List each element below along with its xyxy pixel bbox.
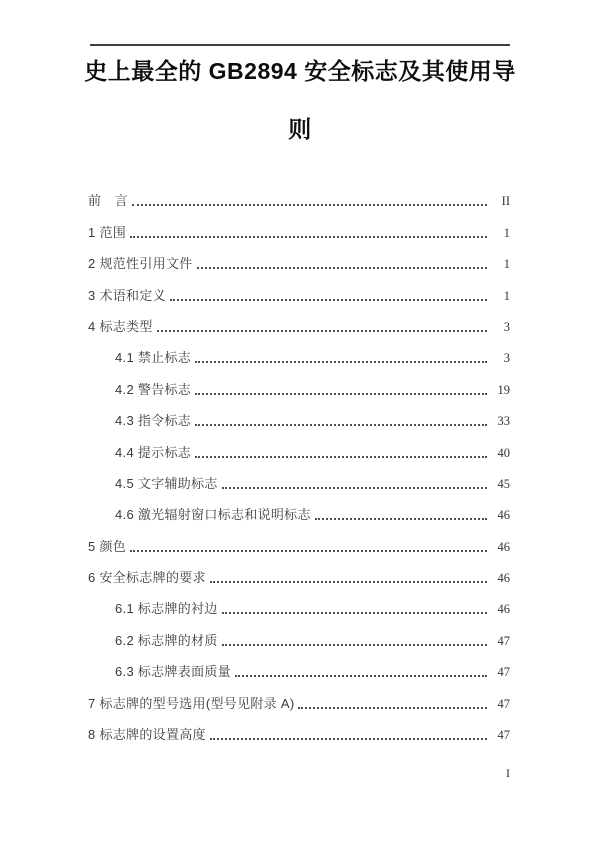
toc-entry[interactable]: [88, 686, 510, 717]
toc-entry-page: 1: [503, 225, 510, 240]
toc-entry[interactable]: [88, 310, 510, 341]
toc-entry-label: 2 规范性引用文件: [88, 256, 193, 272]
toc-entry-page: 46: [497, 539, 510, 554]
toc-leader-dots: [195, 424, 487, 426]
toc-entry-label: 前 言: [88, 193, 128, 209]
toc-leader-dots: [157, 330, 487, 332]
toc-entry-page: 3: [503, 319, 510, 334]
toc-entry-label: 7 标志牌的型号选用(型号见附录 A): [88, 695, 295, 711]
toc-leader-dots: [298, 707, 487, 709]
page-title: [0, 46, 600, 162]
toc-entry-label: 4.6 激光辐射窗口标志和说明标志: [115, 507, 311, 523]
toc-leader-dots: [132, 204, 487, 206]
toc-entry-page: 45: [497, 476, 510, 491]
toc-entry-label: 6 安全标志牌的要求: [88, 570, 206, 586]
toc-entry[interactable]: [88, 655, 510, 686]
toc-entry-label: 3 术语和定义: [88, 287, 166, 303]
toc-entry[interactable]: [88, 467, 510, 498]
toc-entry-page: 1: [503, 257, 510, 272]
toc-entry[interactable]: [88, 372, 510, 403]
toc-leader-dots: [210, 581, 487, 583]
toc-leader-dots: [222, 487, 487, 489]
toc-entry-page: 3: [503, 351, 510, 366]
toc-entry-label: 4.2 警告标志: [115, 381, 192, 397]
toc-entry[interactable]: [88, 341, 510, 372]
toc-leader-dots: [210, 738, 487, 740]
toc-entry-page: 46: [497, 571, 510, 586]
toc-entry-page: 47: [497, 665, 510, 680]
page-number: I: [506, 766, 510, 780]
toc-entry-label: 4.1 禁止标志: [115, 350, 192, 366]
toc-entry[interactable]: [88, 247, 510, 278]
toc: [88, 184, 510, 749]
toc-entry[interactable]: [88, 435, 510, 466]
toc-entry[interactable]: [88, 718, 510, 749]
toc-entry[interactable]: [88, 184, 510, 215]
toc-leader-dots: [195, 361, 487, 363]
toc-entry-page: 47: [497, 728, 510, 743]
toc-leader-dots: [315, 518, 487, 520]
toc-entry-label: 6.1 标志牌的衬边: [115, 601, 218, 617]
toc-entry-label: 5 颜色: [88, 538, 127, 554]
toc-entry-label: 4.5 文字辅助标志: [115, 475, 218, 491]
toc-leader-dots: [197, 267, 487, 269]
toc-entry-label: 8 标志牌的设置高度: [88, 727, 206, 743]
toc-leader-dots: [235, 675, 487, 677]
toc-entry[interactable]: [88, 592, 510, 623]
toc-entry[interactable]: [88, 529, 510, 560]
toc-leader-dots: [195, 393, 487, 395]
toc-entry-label: 1 范围: [88, 224, 127, 240]
page-title-line-1: 史上最全的 GB2894 安全标志及其使用导: [84, 58, 516, 84]
toc-entry[interactable]: [88, 623, 510, 654]
page-title-line-2: 则: [288, 116, 312, 142]
toc-entry-page: 40: [497, 445, 510, 460]
toc-entry-page: 47: [497, 633, 510, 648]
toc-entry[interactable]: [88, 278, 510, 309]
toc-entry-label: 4.4 提示标志: [115, 444, 192, 460]
toc-entry-page: 46: [497, 508, 510, 523]
toc-leader-dots: [222, 644, 487, 646]
toc-leader-dots: [170, 299, 487, 301]
toc-entry-label: 4.3 指令标志: [115, 413, 192, 429]
toc-leader-dots: [130, 236, 487, 238]
toc-entry-page: 1: [503, 288, 510, 303]
toc-entry[interactable]: [88, 561, 510, 592]
toc-entry-page: 47: [497, 696, 510, 711]
toc-entry-page: II: [501, 194, 510, 209]
toc-entry-label: 6.2 标志牌的材质: [115, 632, 218, 648]
toc-entry-page: 19: [497, 382, 510, 397]
toc-entry-page: 46: [497, 602, 510, 617]
toc-leader-dots: [195, 456, 487, 458]
toc-entry-page: 33: [497, 414, 510, 429]
toc-entry-label: 4 标志类型: [88, 318, 153, 334]
toc-leader-dots: [130, 550, 487, 552]
toc-entry[interactable]: [88, 498, 510, 529]
toc-entry[interactable]: [88, 404, 510, 435]
toc-entry[interactable]: [88, 215, 510, 246]
toc-entry-label: 6.3 标志牌表面质量: [115, 664, 231, 680]
toc-leader-dots: [222, 612, 487, 614]
